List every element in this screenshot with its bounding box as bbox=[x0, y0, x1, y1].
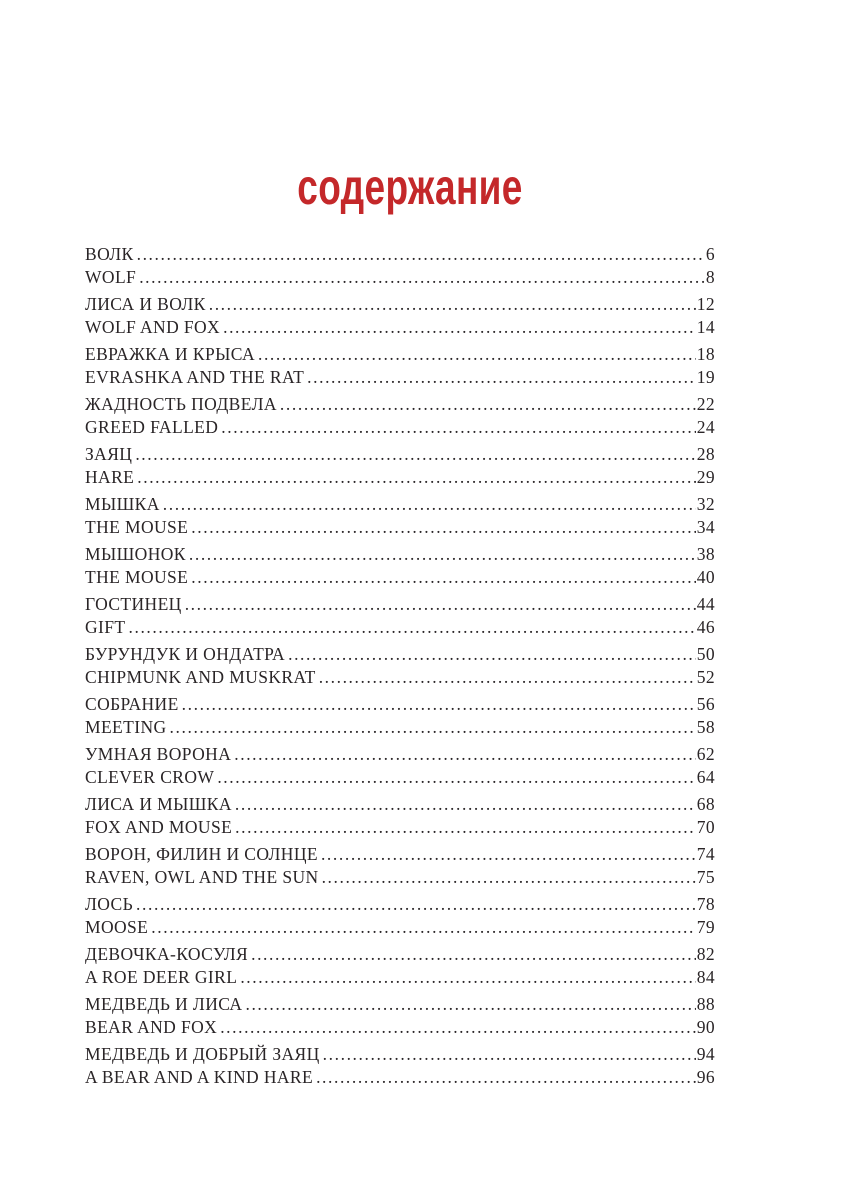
toc-title-russian: ЛИСА И МЫШКА bbox=[85, 794, 232, 814]
page-number: 50 bbox=[696, 644, 715, 664]
page-number: 75 bbox=[696, 867, 715, 887]
page-number: 34 bbox=[696, 517, 715, 537]
toc-row-russian bbox=[85, 843, 715, 866]
toc-entry bbox=[85, 243, 715, 289]
dot-leader bbox=[316, 1066, 696, 1089]
toc-entry bbox=[85, 843, 715, 889]
page-number: 29 bbox=[696, 467, 715, 487]
toc-row-english bbox=[85, 366, 715, 389]
toc-row-english bbox=[85, 1016, 715, 1039]
toc-row-russian bbox=[85, 393, 715, 416]
toc-title-english: MOOSE bbox=[85, 917, 149, 937]
toc-title-english: GIFT bbox=[85, 617, 126, 637]
dot-leader bbox=[191, 566, 695, 589]
toc-title-russian: ДЕВОЧКА-КОСУЛЯ bbox=[85, 944, 249, 964]
toc-row-english bbox=[85, 816, 715, 839]
toc-title-russian: ЗАЯЦ bbox=[85, 444, 133, 464]
toc-row-english bbox=[85, 916, 715, 939]
toc-entry bbox=[85, 1043, 715, 1089]
dot-leader bbox=[240, 966, 695, 989]
toc-row-english bbox=[85, 316, 715, 339]
toc-row-english bbox=[85, 766, 715, 789]
toc-title-russian: ЖАДНОСТЬ ПОДВЕЛА bbox=[85, 394, 277, 414]
toc-row-russian bbox=[85, 243, 715, 266]
toc-title-english: THE MOUSE bbox=[85, 517, 189, 537]
page-number: 70 bbox=[696, 817, 715, 837]
toc-entry bbox=[85, 393, 715, 439]
dot-leader bbox=[221, 416, 695, 439]
toc-title-english: FOX AND MOUSE bbox=[85, 817, 233, 837]
page-number: 56 bbox=[696, 694, 715, 714]
toc-row-english bbox=[85, 616, 715, 639]
dot-leader bbox=[251, 943, 696, 966]
dot-leader bbox=[321, 843, 696, 866]
toc-title-english: EVRASHKA AND THE RAT bbox=[85, 367, 305, 387]
toc-title-english: CLEVER CROW bbox=[85, 767, 215, 787]
page-title: содержание bbox=[297, 159, 523, 215]
toc-title-english: HARE bbox=[85, 467, 135, 487]
page-number: 22 bbox=[696, 394, 715, 414]
toc-row-russian bbox=[85, 893, 715, 916]
dot-leader bbox=[235, 793, 696, 816]
toc-title-russian: МЫШКА bbox=[85, 494, 160, 514]
toc-title-russian: ВОРОН, ФИЛИН И СОЛНЦЕ bbox=[85, 844, 318, 864]
page-number: 90 bbox=[696, 1017, 715, 1037]
toc-title-english: RAVEN, OWL AND THE SUN bbox=[85, 867, 319, 887]
dot-leader bbox=[280, 393, 696, 416]
toc-title-english: A BEAR AND A KIND HARE bbox=[85, 1067, 314, 1087]
dot-leader bbox=[135, 443, 695, 466]
toc-row-russian bbox=[85, 643, 715, 666]
toc-entry bbox=[85, 293, 715, 339]
dot-leader bbox=[136, 893, 696, 916]
toc-row-russian bbox=[85, 993, 715, 1016]
toc-row-russian bbox=[85, 443, 715, 466]
dot-leader bbox=[163, 493, 696, 516]
toc-title-english: WOLF AND FOX bbox=[85, 317, 221, 337]
toc-title-russian: ГОСТИНЕЦ bbox=[85, 594, 182, 614]
dot-leader bbox=[185, 593, 696, 616]
toc-title-russian: ЛИСА И ВОЛК bbox=[85, 294, 206, 314]
page-number: 32 bbox=[696, 494, 715, 514]
toc-row-english bbox=[85, 266, 715, 289]
page-number: 82 bbox=[696, 944, 715, 964]
page-number: 79 bbox=[696, 917, 715, 937]
toc-title-english: GREED FALLED bbox=[85, 417, 219, 437]
page-number: 28 bbox=[696, 444, 715, 464]
toc-title-russian: МЕДВЕДЬ И ДОБРЫЙ ЗАЯЦ bbox=[85, 1044, 320, 1064]
page-number: 46 bbox=[696, 617, 715, 637]
toc-entry bbox=[85, 993, 715, 1039]
dot-leader bbox=[323, 1043, 696, 1066]
toc-content bbox=[85, 0, 715, 1089]
toc-row-russian bbox=[85, 943, 715, 966]
dot-leader bbox=[151, 916, 695, 939]
toc-title-english: A ROE DEER GIRL bbox=[85, 967, 238, 987]
dot-leader bbox=[307, 366, 696, 389]
toc-entry bbox=[85, 893, 715, 939]
page-number: 40 bbox=[696, 567, 715, 587]
toc-row-russian bbox=[85, 743, 715, 766]
dot-leader bbox=[234, 743, 695, 766]
toc-list bbox=[85, 243, 715, 1089]
page-number: 64 bbox=[696, 767, 715, 787]
dot-leader bbox=[129, 616, 696, 639]
page-number: 19 bbox=[696, 367, 715, 387]
page-number: 44 bbox=[696, 594, 715, 614]
toc-row-russian bbox=[85, 343, 715, 366]
toc-row-english bbox=[85, 716, 715, 739]
dot-leader bbox=[322, 866, 696, 889]
page-number: 12 bbox=[696, 294, 715, 314]
toc-row-russian bbox=[85, 793, 715, 816]
dot-leader bbox=[220, 1016, 696, 1039]
page-number: 94 bbox=[696, 1044, 715, 1064]
page-number: 58 bbox=[696, 717, 715, 737]
page-number: 6 bbox=[705, 244, 715, 264]
dot-leader bbox=[217, 766, 695, 789]
dot-leader bbox=[245, 993, 695, 1016]
toc-row-english bbox=[85, 516, 715, 539]
dot-leader bbox=[288, 643, 696, 666]
toc-title-english: MEETING bbox=[85, 717, 167, 737]
toc-entry bbox=[85, 793, 715, 839]
toc-row-russian bbox=[85, 593, 715, 616]
page-number: 68 bbox=[696, 794, 715, 814]
toc-entry bbox=[85, 543, 715, 589]
dot-leader bbox=[191, 516, 695, 539]
toc-row-english bbox=[85, 566, 715, 589]
dot-leader bbox=[139, 266, 705, 289]
toc-title-english: BEAR AND FOX bbox=[85, 1017, 218, 1037]
toc-title-english: WOLF bbox=[85, 267, 137, 287]
toc-entry bbox=[85, 343, 715, 389]
toc-row-russian bbox=[85, 293, 715, 316]
toc-row-english bbox=[85, 666, 715, 689]
dot-leader bbox=[137, 466, 695, 489]
dot-leader bbox=[258, 343, 696, 366]
toc-entry bbox=[85, 943, 715, 989]
page-number: 84 bbox=[696, 967, 715, 987]
page-number: 88 bbox=[696, 994, 715, 1014]
page-number: 96 bbox=[696, 1067, 715, 1087]
dot-leader bbox=[235, 816, 696, 839]
toc-entry bbox=[85, 643, 715, 689]
toc-entry bbox=[85, 693, 715, 739]
page-number: 8 bbox=[705, 267, 715, 287]
toc-row-russian bbox=[85, 693, 715, 716]
page-number: 38 bbox=[696, 544, 715, 564]
toc-title-russian: ЕВРАЖКА И КРЫСА bbox=[85, 344, 255, 364]
dot-leader bbox=[319, 666, 696, 689]
toc-title-english: CHIPMUNK AND MUSKRAT bbox=[85, 667, 316, 687]
toc-row-english bbox=[85, 416, 715, 439]
toc-row-russian bbox=[85, 493, 715, 516]
toc-title-russian: БУРУНДУК И ОНДАТРА bbox=[85, 644, 286, 664]
toc-row-english bbox=[85, 966, 715, 989]
toc-title-russian: МЕДВЕДЬ И ЛИСА bbox=[85, 994, 243, 1014]
toc-row-english bbox=[85, 866, 715, 889]
page-number: 78 bbox=[696, 894, 715, 914]
dot-leader bbox=[209, 293, 696, 316]
page-number: 14 bbox=[696, 317, 715, 337]
page-number: 62 bbox=[696, 744, 715, 764]
dot-leader bbox=[137, 243, 705, 266]
toc-row-english bbox=[85, 466, 715, 489]
toc-title-english: THE MOUSE bbox=[85, 567, 189, 587]
page-number: 74 bbox=[696, 844, 715, 864]
dot-leader bbox=[170, 716, 696, 739]
toc-title-russian: СОБРАНИЕ bbox=[85, 694, 179, 714]
toc-entry bbox=[85, 743, 715, 789]
toc-entry bbox=[85, 593, 715, 639]
toc-row-russian bbox=[85, 1043, 715, 1066]
toc-title-russian: УМНАЯ ВОРОНА bbox=[85, 744, 232, 764]
toc-title-russian: ЛОСЬ bbox=[85, 894, 134, 914]
toc-row-english bbox=[85, 1066, 715, 1089]
toc-title-russian: ВОЛК bbox=[85, 244, 134, 264]
dot-leader bbox=[189, 543, 696, 566]
toc-row-russian bbox=[85, 543, 715, 566]
toc-title-russian: МЫШОНОК bbox=[85, 544, 186, 564]
toc-entry bbox=[85, 493, 715, 539]
page-number: 24 bbox=[696, 417, 715, 437]
dot-leader bbox=[182, 693, 696, 716]
dot-leader bbox=[223, 316, 696, 339]
page-number: 52 bbox=[696, 667, 715, 687]
toc-entry bbox=[85, 443, 715, 489]
page-number: 18 bbox=[696, 344, 715, 364]
